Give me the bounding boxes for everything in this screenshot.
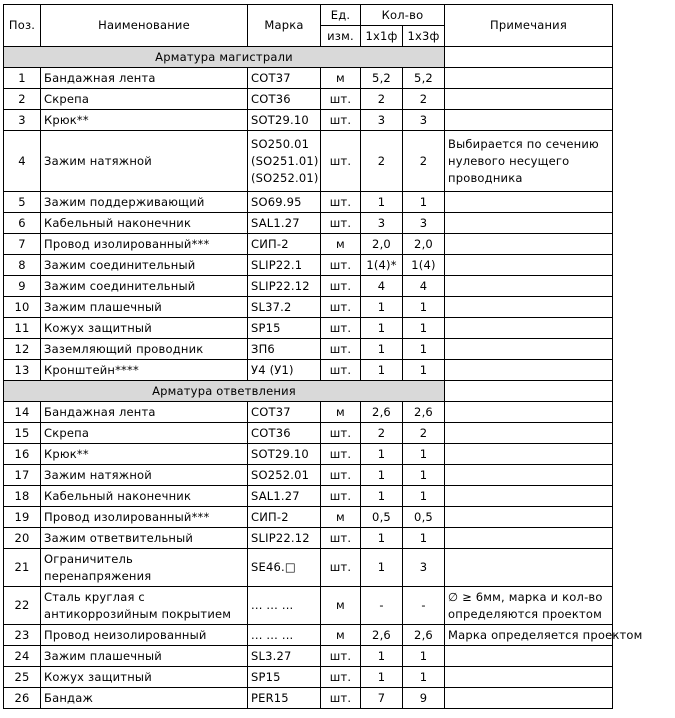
row-qty-1x1f: 1 <box>361 465 403 486</box>
table-row <box>4 360 613 381</box>
row-unit: м <box>321 587 361 625</box>
row-unit: шт. <box>321 549 361 587</box>
row-note-line: проводника <box>448 170 523 185</box>
row-note <box>445 360 613 381</box>
row-qty-1x1f: 1 <box>361 486 403 507</box>
section-title: Арматура магистрали <box>4 47 445 68</box>
row-qty-1x1f: 1 <box>361 549 403 587</box>
row-mark <box>248 667 321 688</box>
row-unit: шт. <box>321 131 361 192</box>
row-name-line: Зажим поддерживающий <box>44 194 205 209</box>
row-qty-1x3f: 1 <box>403 297 445 318</box>
row-name <box>41 646 248 667</box>
row-qty-1x1f: - <box>361 587 403 625</box>
row-name <box>41 131 248 192</box>
row-mark-line: COT37 <box>251 404 291 419</box>
row-mark <box>248 255 321 276</box>
row-qty-1x3f: 2,6 <box>403 625 445 646</box>
header-mark: Марка <box>248 5 321 47</box>
row-qty-1x3f: 1(4) <box>403 255 445 276</box>
row-note <box>445 339 613 360</box>
row-mark <box>248 423 321 444</box>
row-qty-1x1f: 1 <box>361 667 403 688</box>
row-mark-line: SL37.2 <box>251 299 292 314</box>
row-note-line: Выбирается по сечению <box>448 136 599 151</box>
row-mark-line: PER15 <box>251 690 289 705</box>
row-mark <box>248 688 321 709</box>
row-pos: 17 <box>4 465 41 486</box>
header-pos: Поз. <box>4 5 41 47</box>
row-name <box>41 444 248 465</box>
row-name-line: Бандажная лента <box>44 70 156 85</box>
row-qty-1x1f: 1 <box>361 646 403 667</box>
header-notes: Примечания <box>445 5 613 47</box>
header-qty-1x3f: 1х3ф <box>403 26 445 47</box>
section-notes-cell <box>445 381 613 402</box>
row-qty-1x1f: 2 <box>361 89 403 110</box>
row-unit: м <box>321 234 361 255</box>
row-mark-line: SP15 <box>251 669 281 684</box>
row-qty-1x1f: 2 <box>361 131 403 192</box>
row-name-line: Провод изолированный*** <box>44 509 210 524</box>
row-pos: 9 <box>4 276 41 297</box>
row-qty-1x1f: 2,6 <box>361 625 403 646</box>
row-unit: шт. <box>321 528 361 549</box>
row-note <box>445 444 613 465</box>
table-row <box>4 276 613 297</box>
table-row <box>4 131 613 192</box>
row-name-line: антикоррозийным покрытием <box>44 606 232 621</box>
row-name-line: перенапряжения <box>44 568 152 583</box>
row-unit: шт. <box>321 110 361 131</box>
table-row <box>4 89 613 110</box>
row-name-line: Кожух защитный <box>44 320 152 335</box>
row-name-line: Скрепа <box>44 425 90 440</box>
table-row <box>4 339 613 360</box>
row-qty-1x1f: 3 <box>361 110 403 131</box>
row-qty-1x3f: 1 <box>403 339 445 360</box>
row-mark <box>248 646 321 667</box>
row-name-line: Зажим натяжной <box>44 153 152 168</box>
row-unit: м <box>321 68 361 89</box>
table-row <box>4 688 613 709</box>
row-mark <box>248 465 321 486</box>
table-row <box>4 297 613 318</box>
row-qty-1x3f: 1 <box>403 646 445 667</box>
row-mark-line: SO69.95 <box>251 194 302 209</box>
table-row <box>4 444 613 465</box>
row-qty-1x3f: 2 <box>403 89 445 110</box>
row-unit: шт. <box>321 646 361 667</box>
row-unit: шт. <box>321 465 361 486</box>
row-name-line: Зажим натяжной <box>44 467 152 482</box>
row-pos: 19 <box>4 507 41 528</box>
row-name <box>41 465 248 486</box>
row-qty-1x3f: 3 <box>403 110 445 131</box>
row-pos: 24 <box>4 646 41 667</box>
row-mark-line: SL3.27 <box>251 648 292 663</box>
section-title: Арматура ответвления <box>4 381 445 402</box>
table-row <box>4 625 613 646</box>
header-unit-line1: Ед. <box>321 5 361 26</box>
row-pos: 14 <box>4 402 41 423</box>
row-mark-line: SAL1.27 <box>251 215 300 230</box>
row-name <box>41 549 248 587</box>
row-mark <box>248 68 321 89</box>
row-pos: 1 <box>4 68 41 89</box>
header-row-1 <box>4 5 613 26</box>
row-note <box>445 131 613 192</box>
row-unit: шт. <box>321 667 361 688</box>
table-row <box>4 234 613 255</box>
row-note <box>445 68 613 89</box>
row-pos: 12 <box>4 339 41 360</box>
row-name <box>41 255 248 276</box>
row-mark <box>248 507 321 528</box>
row-unit: шт. <box>321 423 361 444</box>
specification-table-wrapper <box>3 4 643 709</box>
row-qty-1x3f: 4 <box>403 276 445 297</box>
row-note-line: определяются проектом <box>448 606 602 621</box>
row-qty-1x3f: 5,2 <box>403 68 445 89</box>
table-row <box>4 318 613 339</box>
row-qty-1x3f: 1 <box>403 486 445 507</box>
row-unit: шт. <box>321 318 361 339</box>
row-qty-1x3f: 1 <box>403 360 445 381</box>
row-note <box>445 318 613 339</box>
row-unit: шт. <box>321 213 361 234</box>
table-row <box>4 549 613 587</box>
row-note <box>445 423 613 444</box>
row-qty-1x1f: 1 <box>361 360 403 381</box>
row-name <box>41 234 248 255</box>
row-name <box>41 688 248 709</box>
row-mark-line: COT37 <box>251 70 291 85</box>
row-name-line: Крюк** <box>44 112 89 127</box>
row-note <box>445 486 613 507</box>
row-name <box>41 213 248 234</box>
header-name: Наименование <box>41 5 248 47</box>
row-qty-1x1f: 1 <box>361 528 403 549</box>
table-row <box>4 667 613 688</box>
row-pos: 18 <box>4 486 41 507</box>
row-note <box>445 213 613 234</box>
table-row <box>4 646 613 667</box>
row-unit: шт. <box>321 276 361 297</box>
row-pos: 3 <box>4 110 41 131</box>
row-mark <box>248 131 321 192</box>
row-qty-1x1f: 5,2 <box>361 68 403 89</box>
row-mark-line: SLIP22.12 <box>251 530 310 545</box>
row-pos: 26 <box>4 688 41 709</box>
row-mark <box>248 402 321 423</box>
row-name-line: Зажим плашечный <box>44 648 162 663</box>
row-name <box>41 402 248 423</box>
row-name-line: Скрепа <box>44 91 90 106</box>
row-mark-line: (SO252.01) <box>251 170 319 185</box>
row-qty-1x3f: 1 <box>403 192 445 213</box>
row-qty-1x1f: 1 <box>361 318 403 339</box>
row-unit: шт. <box>321 688 361 709</box>
header-qty: Кол-во <box>361 5 445 26</box>
row-mark <box>248 192 321 213</box>
row-qty-1x1f: 3 <box>361 213 403 234</box>
row-pos: 13 <box>4 360 41 381</box>
row-pos: 8 <box>4 255 41 276</box>
header-unit-line2: изм. <box>321 26 361 47</box>
table-row <box>4 110 613 131</box>
row-note <box>445 587 613 625</box>
row-name-line: Кабельный наконечник <box>44 215 192 230</box>
row-mark <box>248 360 321 381</box>
row-mark <box>248 486 321 507</box>
row-unit: шт. <box>321 360 361 381</box>
table-body <box>4 47 643 709</box>
row-pos: 22 <box>4 587 41 625</box>
row-name-line: Кронштейн**** <box>44 362 139 377</box>
section-row <box>4 47 613 68</box>
row-unit: шт. <box>321 255 361 276</box>
row-pos: 10 <box>4 297 41 318</box>
row-mark-line: SOT29.10 <box>251 446 309 461</box>
row-qty-1x3f: 1 <box>403 444 445 465</box>
header-qty-1x1f: 1х1ф <box>361 26 403 47</box>
row-note <box>445 276 613 297</box>
table-row <box>4 528 613 549</box>
row-note <box>445 297 613 318</box>
row-note-line: Марка определяется проектом <box>448 627 643 642</box>
row-pos: 6 <box>4 213 41 234</box>
row-mark <box>248 89 321 110</box>
row-qty-1x3f: 2 <box>403 131 445 192</box>
row-mark <box>248 549 321 587</box>
row-note <box>445 528 613 549</box>
row-unit: м <box>321 507 361 528</box>
row-pos: 5 <box>4 192 41 213</box>
table-row <box>4 255 613 276</box>
row-qty-1x1f: 0,5 <box>361 507 403 528</box>
row-mark <box>248 444 321 465</box>
row-name-line: Провод неизолированный <box>44 627 207 642</box>
row-unit: шт. <box>321 444 361 465</box>
row-qty-1x3f: 2,6 <box>403 402 445 423</box>
row-pos: 15 <box>4 423 41 444</box>
row-mark-line: COT36 <box>251 425 291 440</box>
row-unit: шт. <box>321 339 361 360</box>
row-name <box>41 667 248 688</box>
row-name-line: Зажим соединительный <box>44 278 196 293</box>
row-note <box>445 234 613 255</box>
row-mark-line: СИП-2 <box>251 236 289 251</box>
row-note <box>445 625 643 646</box>
row-mark-line: SAL1.27 <box>251 488 300 503</box>
row-name-line: Кабельный наконечник <box>44 488 192 503</box>
table-row <box>4 465 613 486</box>
row-name-line: Кожух защитный <box>44 669 152 684</box>
row-name-line: Бандажная лента <box>44 404 156 419</box>
row-mark <box>248 528 321 549</box>
row-name <box>41 110 248 131</box>
specification-table <box>3 4 643 709</box>
row-mark-line: У4 (У1) <box>251 362 294 377</box>
table-row <box>4 486 613 507</box>
table-row <box>4 423 613 444</box>
row-note <box>445 89 613 110</box>
row-mark-line: SLIP22.12 <box>251 278 310 293</box>
row-name <box>41 625 248 646</box>
section-row <box>4 381 613 402</box>
row-mark-line: ... ... ... <box>251 627 294 642</box>
row-mark <box>248 625 321 646</box>
row-mark <box>248 276 321 297</box>
row-note-line: ∅ ≥ 6мм, марка и кол-во <box>448 589 603 604</box>
row-qty-1x3f: 3 <box>403 549 445 587</box>
row-name-line: Провод изолированный*** <box>44 236 210 251</box>
row-name <box>41 318 248 339</box>
row-qty-1x3f: 0,5 <box>403 507 445 528</box>
row-unit: м <box>321 625 361 646</box>
row-name <box>41 587 248 625</box>
row-qty-1x1f: 4 <box>361 276 403 297</box>
row-qty-1x3f: 1 <box>403 528 445 549</box>
row-note <box>445 646 613 667</box>
row-pos: 23 <box>4 625 41 646</box>
row-qty-1x1f: 2,6 <box>361 402 403 423</box>
row-name <box>41 339 248 360</box>
table-row <box>4 68 613 89</box>
row-mark-line: SLIP22.1 <box>251 257 303 272</box>
row-name <box>41 528 248 549</box>
row-pos: 11 <box>4 318 41 339</box>
row-mark-line: COT36 <box>251 91 291 106</box>
row-mark <box>248 213 321 234</box>
row-note <box>445 549 613 587</box>
row-mark <box>248 318 321 339</box>
row-note <box>445 688 613 709</box>
row-name <box>41 507 248 528</box>
row-pos: 2 <box>4 89 41 110</box>
row-pos: 25 <box>4 667 41 688</box>
row-mark-line: СИП-2 <box>251 509 289 524</box>
row-name-line: Бандаж <box>44 690 94 705</box>
row-mark-line: ЗП6 <box>251 341 275 356</box>
table-row <box>4 507 613 528</box>
row-unit: шт. <box>321 486 361 507</box>
row-qty-1x1f: 1 <box>361 339 403 360</box>
row-qty-1x3f: 1 <box>403 465 445 486</box>
row-note <box>445 192 613 213</box>
row-name-line: Зажим плашечный <box>44 299 162 314</box>
row-qty-1x1f: 2,0 <box>361 234 403 255</box>
row-name-line: Зажим соединительный <box>44 257 196 272</box>
row-name <box>41 276 248 297</box>
row-mark-line: SE46.□ <box>251 560 296 574</box>
table-row <box>4 192 613 213</box>
row-name <box>41 89 248 110</box>
row-qty-1x1f: 1(4)* <box>361 255 403 276</box>
row-name-line: Зажим ответвительный <box>44 530 194 545</box>
row-pos: 21 <box>4 549 41 587</box>
row-note <box>445 667 613 688</box>
row-name <box>41 68 248 89</box>
table-row <box>4 402 613 423</box>
row-pos: 7 <box>4 234 41 255</box>
row-qty-1x3f: 1 <box>403 667 445 688</box>
row-mark-line: ... ... ... <box>251 598 294 612</box>
row-name-line: Ограничитель <box>44 551 134 566</box>
row-mark-line: (SO251.01) <box>251 153 319 168</box>
row-mark <box>248 297 321 318</box>
row-note-line: нулевого несущего <box>448 153 570 168</box>
row-qty-1x1f: 1 <box>361 297 403 318</box>
row-name-line: Крюк** <box>44 446 89 461</box>
row-qty-1x3f: 3 <box>403 213 445 234</box>
row-qty-1x3f: 2 <box>403 423 445 444</box>
row-qty-1x3f: - <box>403 587 445 625</box>
row-unit: шт. <box>321 297 361 318</box>
row-mark-line: SO250.01 <box>251 136 310 151</box>
row-qty-1x3f: 1 <box>403 318 445 339</box>
row-pos: 16 <box>4 444 41 465</box>
section-notes-cell <box>445 47 613 68</box>
row-note <box>445 465 613 486</box>
row-name <box>41 192 248 213</box>
row-qty-1x1f: 1 <box>361 444 403 465</box>
row-name-line: Сталь круглая с <box>44 589 145 604</box>
row-name <box>41 297 248 318</box>
row-name <box>41 486 248 507</box>
row-qty-1x3f: 2,0 <box>403 234 445 255</box>
row-mark-line: SOT29.10 <box>251 112 309 127</box>
row-qty-1x1f: 7 <box>361 688 403 709</box>
row-name <box>41 360 248 381</box>
row-note <box>445 255 613 276</box>
row-pos: 20 <box>4 528 41 549</box>
row-mark <box>248 234 321 255</box>
row-mark-line: SO252.01 <box>251 467 310 482</box>
row-pos: 4 <box>4 131 41 192</box>
row-unit: шт. <box>321 192 361 213</box>
row-qty-1x1f: 2 <box>361 423 403 444</box>
row-name-line: Заземляющий проводник <box>44 341 204 356</box>
row-note <box>445 402 613 423</box>
row-qty-1x1f: 1 <box>361 192 403 213</box>
row-name <box>41 423 248 444</box>
table-row <box>4 213 613 234</box>
row-unit: шт. <box>321 89 361 110</box>
row-mark <box>248 339 321 360</box>
row-note <box>445 110 613 131</box>
table-row <box>4 587 613 625</box>
row-unit: м <box>321 402 361 423</box>
row-mark <box>248 110 321 131</box>
row-note <box>445 507 613 528</box>
row-mark-line: SP15 <box>251 320 281 335</box>
row-qty-1x3f: 9 <box>403 688 445 709</box>
row-mark <box>248 587 321 625</box>
